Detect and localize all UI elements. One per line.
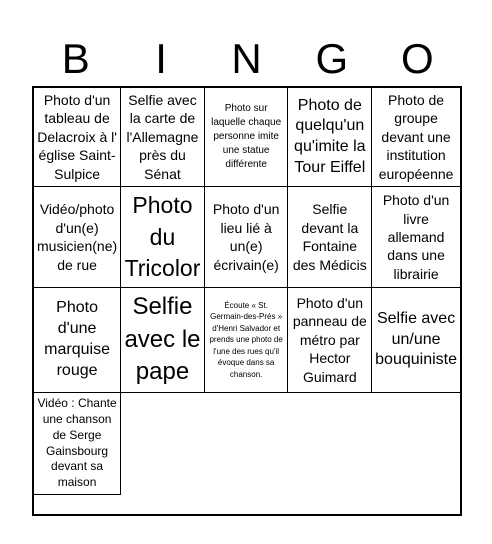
- cell-text: Selfie avec un/une bouquiniste: [375, 309, 457, 369]
- cell-text: Photo sur laquelle chaque personne imite une statue différente: [211, 103, 282, 171]
- bingo-cell[interactable]: [372, 187, 460, 288]
- cell-text: Photo d'une marquise rouge: [44, 299, 110, 379]
- cell-text: Écoute « St. Germain-des-Prés » d'Henri Salvador et prends une photo de l'une des rues qu'il évoque dans sa chanson.: [209, 300, 283, 380]
- bingo-cell[interactable]: [288, 288, 372, 393]
- cell-text: Photo d'un lieu lié à un(e) écrivain(e): [212, 201, 280, 273]
- header-letter-o: O: [400, 35, 434, 82]
- cell-text: Vidéo : Chante une chanson de Serge Gainsbourg devant sa maison: [37, 396, 117, 490]
- bingo-cell[interactable]: [34, 393, 121, 495]
- cell-text: Selfie devant la Fontaine des Médicis: [292, 201, 367, 273]
- bingo-cell[interactable]: [34, 88, 121, 187]
- cell-text: Selfie avec la carte de l'Allemagne près du Sénat: [126, 92, 199, 182]
- bingo-cell[interactable]: [121, 88, 205, 187]
- header-letter-b: B: [61, 35, 90, 82]
- bingo-cell[interactable]: [34, 187, 121, 288]
- bingo-cell[interactable]: [34, 288, 121, 393]
- bingo-cell[interactable]: [205, 187, 289, 288]
- bingo-cell[interactable]: [288, 88, 372, 187]
- cell-text: Selfie avec le pape: [124, 293, 201, 386]
- bingo-cell[interactable]: [372, 88, 460, 187]
- bingo-grid: [32, 86, 462, 516]
- cell-text: Photo d'un tableau de Delacroix à l' église Saint-Sulpice: [37, 92, 117, 182]
- header-letter-n: N: [231, 35, 262, 82]
- bingo-cell[interactable]: [205, 88, 289, 187]
- header-letter-g: G: [315, 35, 349, 82]
- cell-text: Photo de quelqu'un qu'imite la Tour Eiffel: [294, 96, 366, 176]
- bingo-header: [33, 30, 460, 88]
- header-letter-i: I: [155, 35, 167, 82]
- cell-text: Photo d'un panneau de métro par Hector Guimard: [292, 294, 367, 385]
- cell-text: Photo d'un livre allemand dans une librairie: [382, 192, 450, 282]
- bingo-cell[interactable]: [121, 288, 205, 393]
- bingo-cell[interactable]: [372, 288, 460, 393]
- cell-text: Photo de groupe devant une institution européenne: [378, 92, 454, 182]
- bingo-cell[interactable]: [205, 288, 289, 393]
- bingo-cell[interactable]: [121, 187, 205, 288]
- bingo-cell[interactable]: [288, 187, 372, 288]
- cell-text: Vidéo/photo d'un(e) musicien(ne) de rue: [37, 201, 118, 273]
- cell-text: Photo du Tricolor: [124, 192, 201, 281]
